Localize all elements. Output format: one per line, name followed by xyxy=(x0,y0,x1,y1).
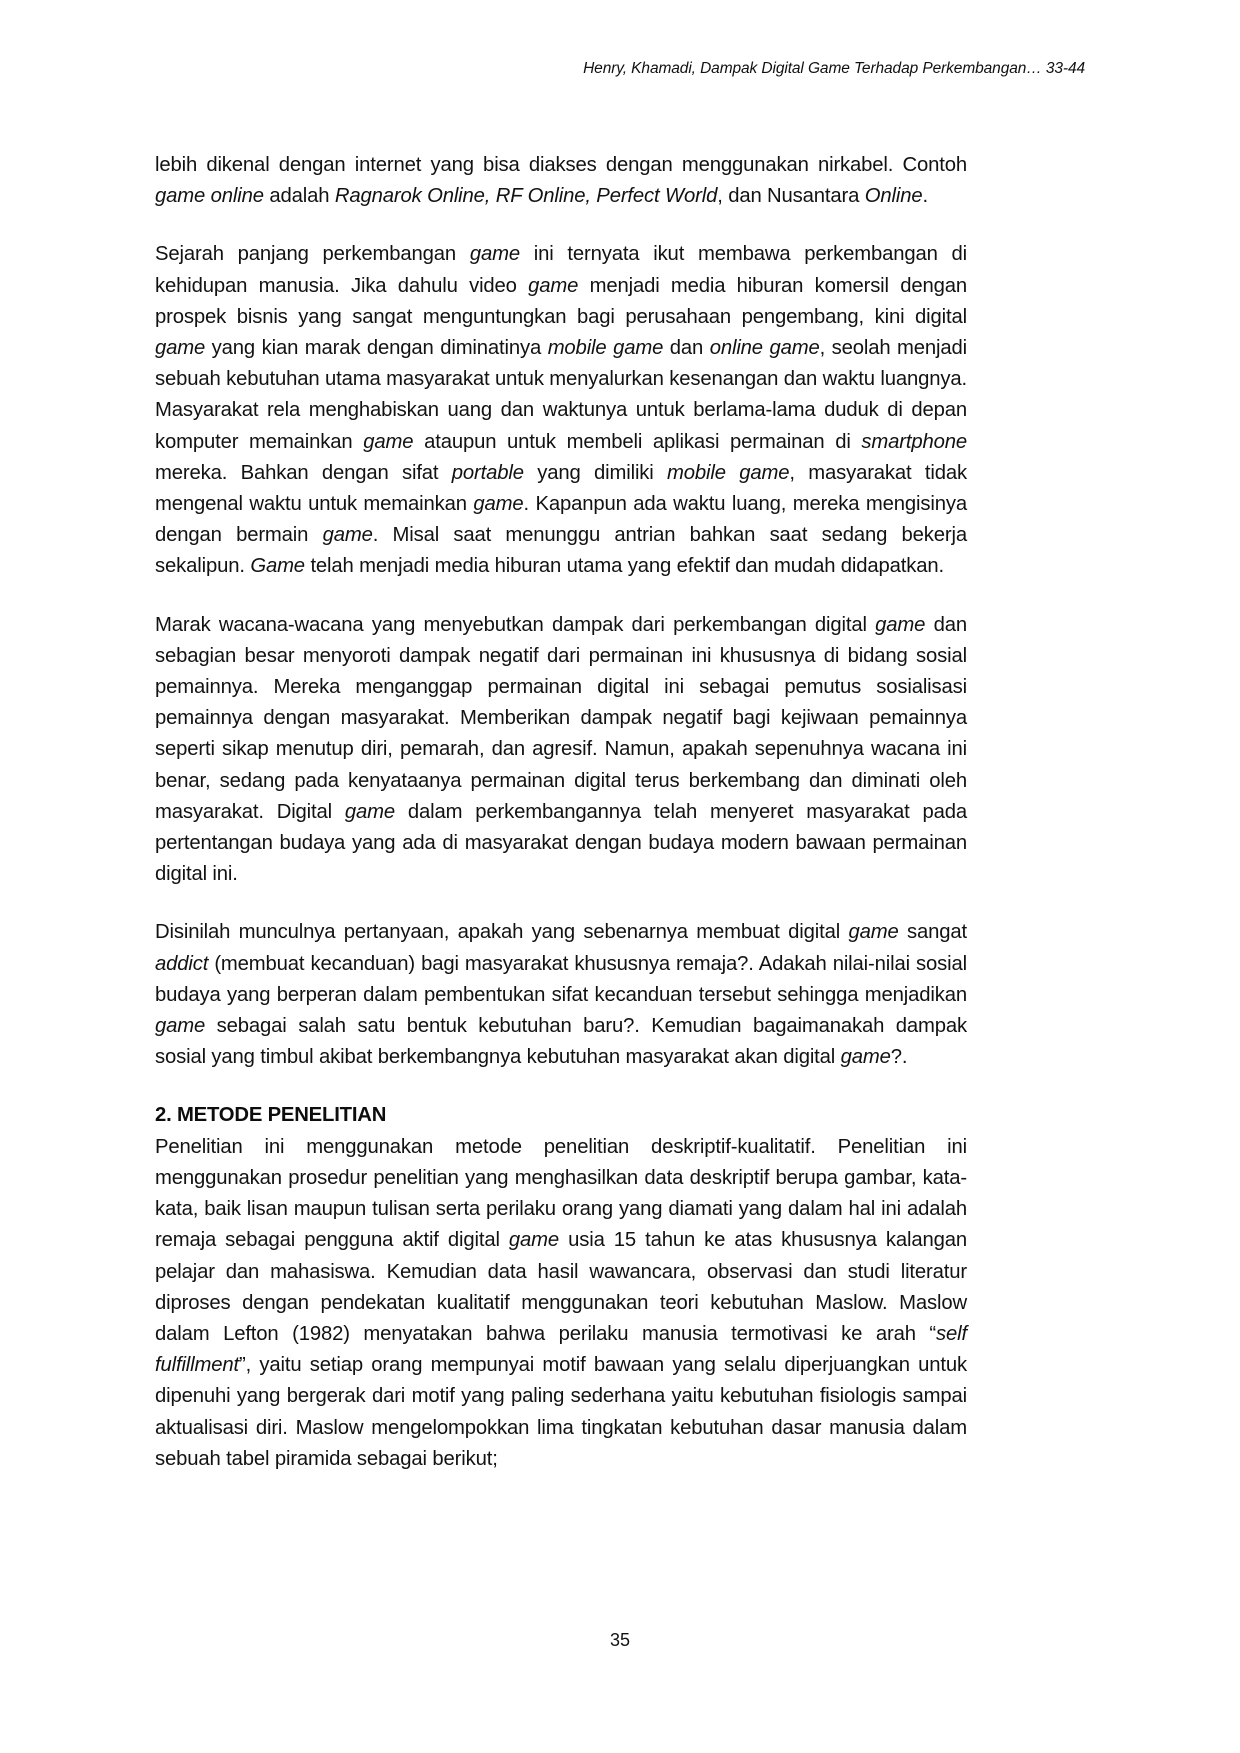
text-run: Penelitian ini menggunakan metode penelitian deskriptif-kualitatif. Penelitian ini menggunakan prosedur penelitian yang menghasilkan data deskriptif berupa gambar, kata-kata, baik lisan maupun tulisan serta perilaku orang yang diamati yang dalam hal ini adalah remaja sebagai pengguna aktif digital xyxy=(155,1135,967,1252)
italic-run: online game xyxy=(709,337,820,360)
italic-run: game xyxy=(363,430,414,453)
text-run: dan sebagian besar menyoroti dampak negatif dari permainan ini khususnya di bidang sosial pemainnya. Mereka menganggap permainan digital ini sebagai pemutus sosialisasi pemainnya dengan masyarakat. Memberikan dampak negatif bagi kejiwaan pemainnya seperti sikap menutup diri, pemarah, dan agresif. Namun, apakah sepenuhnya wacana ini benar, sedang pada kenyataanya permainan digital terus berkembang dan diminati oleh masyarakat. Digital xyxy=(155,613,968,823)
text-run: menjadi media hiburan komersil dengan prospek bisnis yang sangat menguntungkan bagi perusahaan pengembang, kini digital xyxy=(155,274,967,328)
paragraph-3 xyxy=(155,610,967,891)
italic-run: game online xyxy=(155,185,264,208)
text-run: mereka. Bahkan dengan sifat xyxy=(155,461,452,484)
text-run: Marak wacana-wacana yang menyebutkan dampak dari perkembangan digital xyxy=(155,613,876,636)
paragraph-4 xyxy=(155,917,967,1073)
italic-run: self fulfillment xyxy=(155,1322,967,1377)
paragraph-1 xyxy=(155,150,967,212)
running-head: Henry, Khamadi, Dampak Digital Game Terhadap Perkembangan… 33-44 xyxy=(583,60,1085,77)
page-number: 35 xyxy=(609,1630,631,1650)
italic-run: game xyxy=(344,800,396,823)
italic-run: game xyxy=(528,274,579,297)
text-run: lebih dikenal dengan internet yang bisa diakses dengan menggunakan nirkabel. Contoh xyxy=(155,154,967,176)
text-run: ?. xyxy=(890,1046,908,1069)
section-heading-metode-penelitian: 2. METODE PENELITIAN xyxy=(155,1104,387,1127)
text-run: ini ternyata ikut membawa perkembangan di kehidupan manusia. Jika dahulu video xyxy=(155,243,967,297)
paragraph-5 xyxy=(155,1132,967,1475)
italic-run: game xyxy=(469,243,520,266)
page-content xyxy=(155,150,967,1502)
text-run: dalam perkembangannya telah menyeret masyarakat pada pertentangan budaya yang ada di masyarakat dengan budaya modern bawaan permainan digital ini. xyxy=(155,800,967,886)
text-run: , masyarakat tidak mengenal waktu untuk memainkan xyxy=(155,461,967,516)
text-run: , dan Nusantara xyxy=(717,185,865,208)
text-run: ”, yaitu setiap orang mempunyai motif bawaan yang selalu diperjuangkan untuk dipenuhi yang bergerak dari motif yang paling sederhana yaitu kebutuhan fisiologis sampai aktualisasi diri. Maslow mengelompokkan lima tingkatan kebutuhan dasar manusia dalam sebuah tabel piramida sebagai berikut; xyxy=(155,1354,967,1470)
text-run: , seolah menjadi sebuah kebutuhan utama masyarakat untuk menyalurkan kesenangan dan waktu luangnya. Masyarakat rela menghabiskan uang dan waktunya untuk berlama-lama duduk di depan komputer memainkan xyxy=(155,337,968,453)
italic-run: game xyxy=(875,613,926,636)
italic-run: game xyxy=(848,921,899,944)
text-run: . xyxy=(922,185,929,208)
italic-run: game xyxy=(322,524,373,547)
text-run: yang dimiliki xyxy=(523,461,668,484)
italic-run: game xyxy=(155,337,206,360)
text-run: . Kapanpun ada waktu luang, mereka mengisinya dengan bermain xyxy=(155,493,967,547)
text-run: Sejarah panjang perkembangan xyxy=(155,243,470,266)
text-run: . Misal saat menunggu antrian bahkan saat sedang bekerja sekalipun. xyxy=(155,524,967,578)
text-run: telah menjadi media hiburan utama yang efektif dan mudah didapatkan. xyxy=(304,555,945,578)
paragraph-2 xyxy=(155,239,967,582)
italic-run: game xyxy=(840,1046,891,1069)
text-run: ataupun untuk membeli aplikasi permainan di xyxy=(413,430,862,453)
italic-run: portable xyxy=(451,461,524,484)
text-run: Disinilah munculnya pertanyaan, apakah yang sebenarnya membuat digital xyxy=(155,921,849,944)
italic-run: Online xyxy=(864,185,923,208)
italic-run: mobile game xyxy=(667,461,790,484)
italic-run: Ragnarok Online, RF Online, Perfect World xyxy=(334,185,718,208)
italic-run: game xyxy=(473,493,524,516)
text-run: usia 15 tahun ke atas khususnya kalangan pelajar dan mahasiswa. Kemudian data hasil wawancara, observasi dan studi literatur diproses dengan pendekatan kualitatif menggunakan teori kebutuhan Maslow. Maslow dalam Lefton (1982) menyatakan bahwa perilaku manusia termotivasi ke arah “ xyxy=(155,1229,967,1345)
italic-run: mobile game xyxy=(547,337,664,360)
italic-run: Game xyxy=(250,555,305,578)
text-run: sangat xyxy=(898,921,967,944)
italic-run: game xyxy=(155,1015,206,1038)
text-run: adalah xyxy=(263,185,335,208)
italic-run: game xyxy=(508,1229,560,1252)
text-run: yang kian marak dengan diminatinya xyxy=(205,337,548,360)
text-run: sebagai salah satu bentuk kebutuhan baru?. Kemudian bagaimanakah dampak sosial yang timbul akibat berkembangnya kebutuhan masyarakat akan digital xyxy=(155,1015,967,1069)
italic-run: smartphone xyxy=(861,430,968,453)
text-run: (membuat kecanduan) bagi masyarakat khususnya remaja?. Adakah nilai-nilai sosial budaya yang berperan dalam pembentukan sifat kecanduan tersebut sehingga menjadikan xyxy=(155,952,967,1006)
text-run: dan xyxy=(663,337,710,360)
italic-run: addict xyxy=(155,952,209,975)
